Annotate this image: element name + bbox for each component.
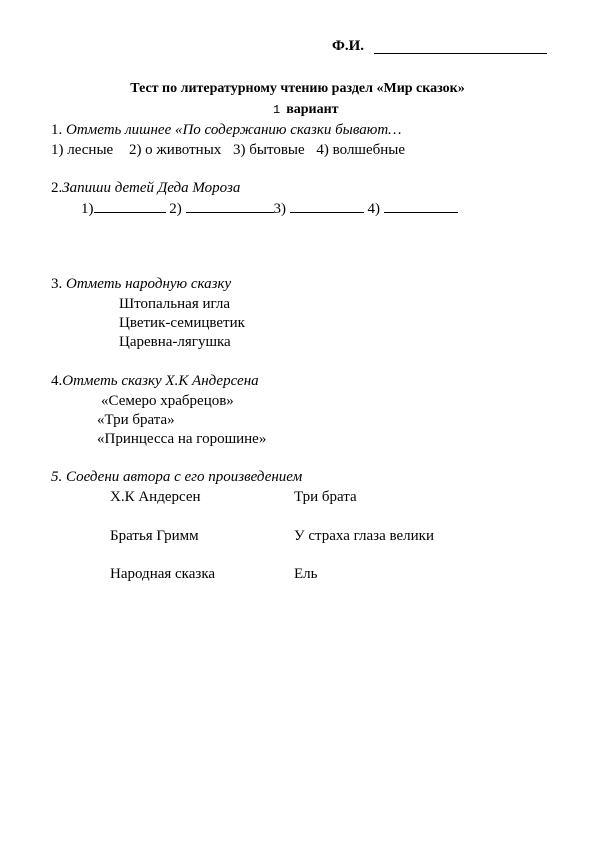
page-title: Тест по литературному чтению раздел «Мир сказок»	[130, 81, 465, 96]
question-2-number: 2.	[51, 180, 63, 196]
q2-blank-label-4: 4)	[367, 201, 380, 217]
q5-work-1[interactable]: Три брата	[294, 489, 357, 505]
variant-number: 1	[273, 103, 281, 117]
q1-option-2[interactable]: 2) о животных	[128, 142, 222, 158]
question-2-text: Запиши детей Деда Мороза	[62, 180, 241, 196]
q3-option-2[interactable]: Цветик-семицветик	[119, 315, 245, 331]
q5-author-3[interactable]: Народная сказка	[110, 566, 216, 582]
q4-option-1[interactable]: «Семеро храбрецов»	[101, 393, 234, 409]
question-4	[51, 373, 259, 390]
q2-blank-1[interactable]	[94, 200, 166, 213]
q5-author-1[interactable]: Х.К Андерсен	[110, 489, 201, 505]
q2-blank-2[interactable]	[186, 200, 274, 213]
q1-option-3[interactable]: 3) бытовые	[233, 142, 305, 158]
q2-blank-label-1: 1)	[81, 201, 94, 217]
question-4-number: 4.	[51, 373, 63, 389]
q1-option-4[interactable]: 4) волшебные	[316, 142, 406, 158]
q3-option-3[interactable]: Царевна-лягушка	[119, 334, 231, 350]
q5-author-2[interactable]: Братья Гримм	[110, 528, 199, 544]
question-1-number: 1.	[51, 122, 63, 138]
question-5-text: 5. Соедени автора с его произведением	[51, 469, 303, 485]
fi-answer-line[interactable]	[374, 53, 547, 54]
question-3-number: 3.	[51, 276, 63, 292]
question-1-text: Отметь лишнее «По содержанию сказки бывают…	[66, 122, 402, 138]
question-4-text: Отметь сказку Х.К Андерсена	[62, 373, 259, 389]
q5-work-2[interactable]: У страха глаза велики	[294, 528, 434, 544]
question-1-options	[51, 142, 405, 159]
question-5	[51, 469, 302, 486]
q1-option-1[interactable]: 1) лесные	[51, 142, 114, 158]
q5-work-3[interactable]: Ель	[294, 566, 318, 582]
q4-option-3[interactable]: «Принцесса на горошине»	[97, 431, 267, 447]
q2-blank-4[interactable]	[384, 200, 458, 213]
q2-blank-label-2: 2)	[169, 201, 182, 217]
question-2-blanks	[81, 200, 458, 218]
variant-label: вариант	[286, 102, 339, 117]
question-3-text: Отметь народную сказку	[66, 276, 232, 292]
question-3	[51, 276, 231, 293]
q3-option-1[interactable]: Штопальная игла	[119, 296, 231, 312]
question-2	[51, 180, 240, 197]
q4-option-2[interactable]: «Три брата»	[97, 412, 175, 428]
question-1	[51, 122, 402, 139]
q2-blank-label-3: 3)	[273, 201, 286, 217]
q2-blank-3[interactable]	[290, 200, 364, 213]
variant-heading	[273, 102, 339, 118]
fi-label: Ф.И.	[332, 38, 365, 54]
